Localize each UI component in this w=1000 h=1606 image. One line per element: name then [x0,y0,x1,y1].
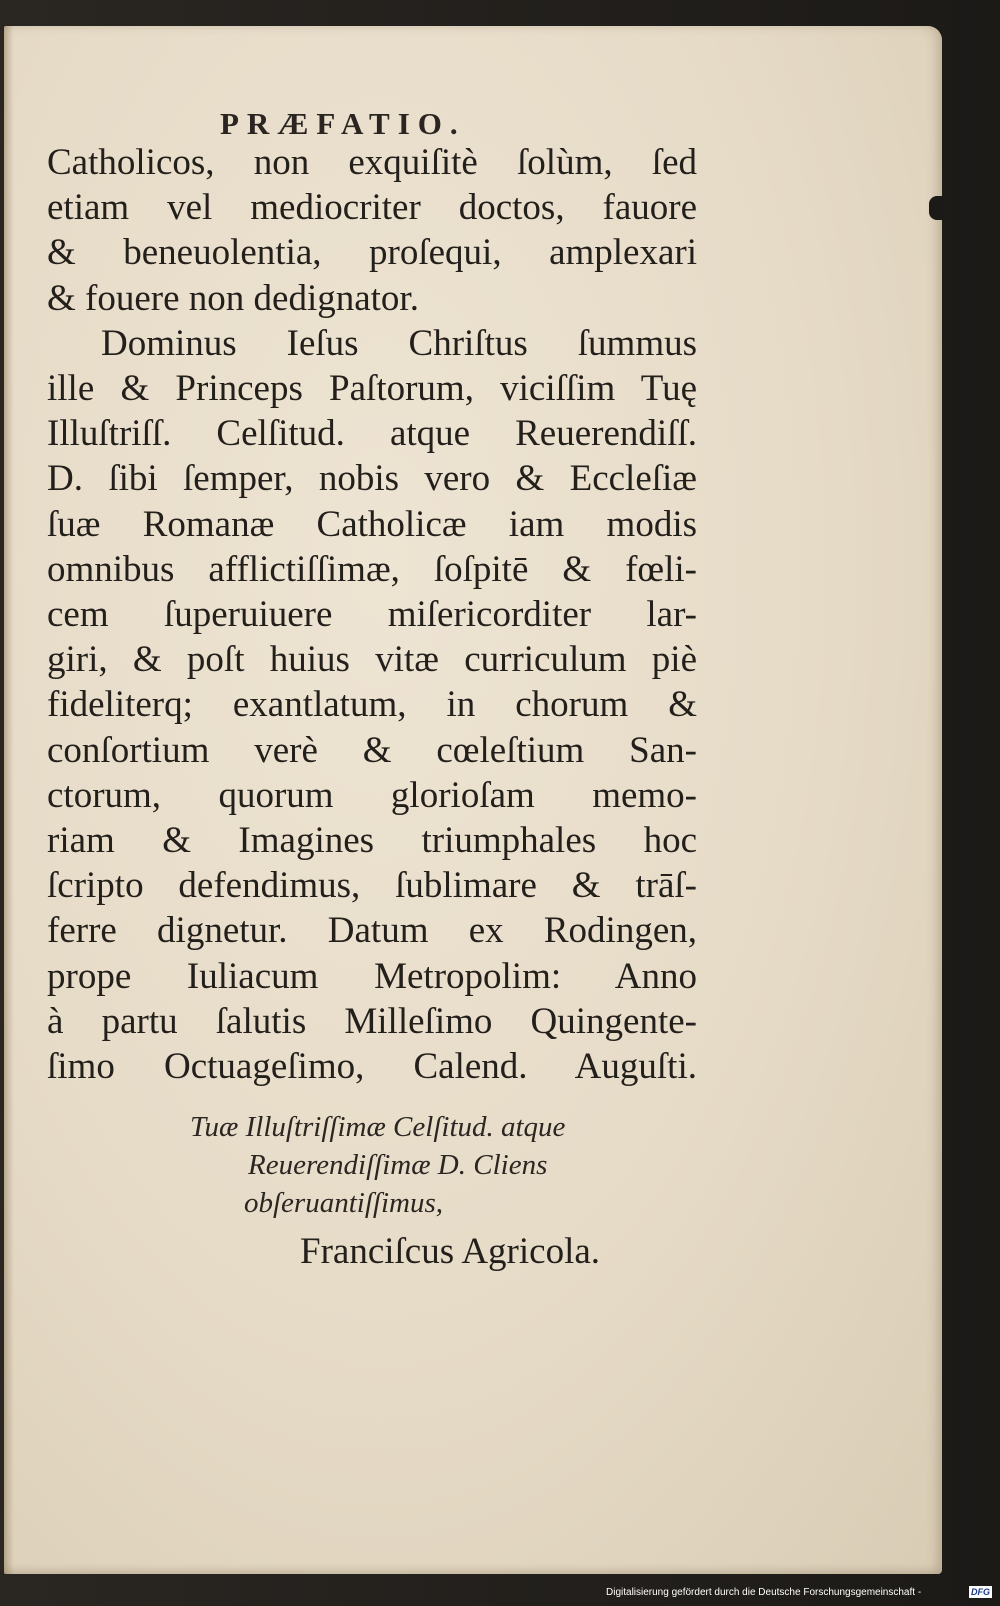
text-line: etiam vel mediocriter doctos, fauore [47,187,697,229]
text-line: ſimo Octuageſimo, Calend. Auguſti. [47,1046,697,1088]
text-line: giri, & poſt huius vitæ curriculum piè [47,639,697,681]
text-line: Catholicos, non exquiſitè ſolùm, ſed [47,142,697,183]
text-line: à partu ſalutis Milleſimo Quingente- [47,1000,697,1042]
signature-line: Reuerendiſſimæ D. Cliens [248,1149,548,1181]
text-line: ille & Princeps Paſtorum, viciſſim Tuę [47,368,697,410]
text-line: ſcripto defendimus, ſublimare & trāſ- [47,865,697,907]
text-line: & beneuolentia, proſequi, amplexari [47,232,697,274]
signature-line: Tuæ Illuſtriſſimæ Celſitud. atque [190,1111,566,1143]
running-head: PRÆFATIO. [220,106,466,141]
author-name: Franciſcus Agricola. [300,1231,601,1272]
text-line: ctorum, quorum glorioſam memo- [47,774,697,816]
dfg-logo: DFG [971,1587,990,1597]
text-line: omnibus afflictiſſimæ, ſoſpitē & fœli- [47,548,697,590]
page-edge-nick [929,196,943,220]
text-line: cem ſuperuiuere miſericorditer lar- [47,594,697,636]
signature-line: obſeruantiſſimus, [244,1187,443,1219]
text-line: ſuæ Romanæ Catholicæ iam modis [47,503,697,545]
text-line: fideliterq; exantlatum, in chorum & [47,684,697,726]
digitization-credit: Digitalisierung gefördert durch die Deutsche Forschungsgemeinschaft - [606,1587,922,1598]
text-line: prope Iuliacum Metropolim: Anno [47,955,697,997]
text-line: ferre dignetur. Datum ex Rodingen, [47,910,697,952]
text-line: conſortium verè & cœleſtium San- [47,729,697,771]
page-gutter-shadow [4,26,14,1574]
text-line: riam & Imagines triumphales hoc [47,820,697,862]
signature-block [190,1108,710,1276]
text-line: & fouere non dedignator. [47,277,419,319]
body-text [47,140,697,1089]
text-line: Dominus Ieſus Chriſtus ſummus [101,322,697,364]
text-line: Illuſtriſſ. Celſitud. atque Reuerendiſſ. [47,413,697,455]
text-line: D. ſibi ſemper, nobis vero & Eccleſiæ [47,458,697,500]
